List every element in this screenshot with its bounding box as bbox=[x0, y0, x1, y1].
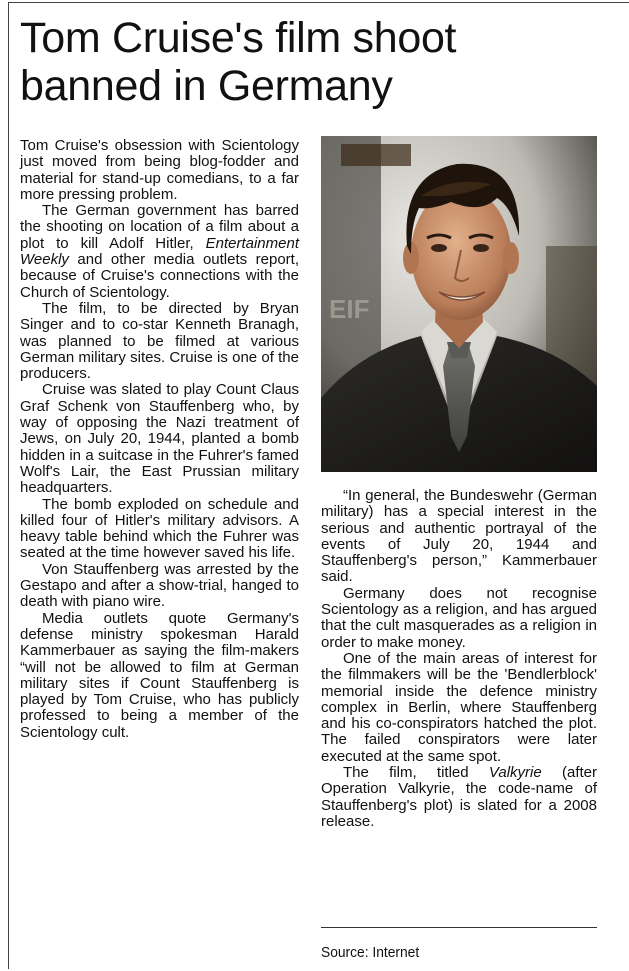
paragraph: Cruise was slated to play Count Claus Graf Schenk von Stauffenberg who, by way of opposing the Nazi treatment of Jews, on July 20, 1944, planted a bomb hidden in a suitcase in the Fuhrer's famed Wolf's Lair, the East Prussian military headquarters. bbox=[20, 381, 299, 497]
paragraph: One of the main areas of interest for the filmmakers will be the 'Bendlerblock' memorial inside the defence ministry complex in Berlin, where Stauffenberg and his co-conspirators hatched the plot. The failed conspirators were later executed at the same spot. bbox=[321, 649, 597, 765]
paragraph: The bomb exploded on schedule and killed four of Hitler's military advisors. A heavy table behind which the Fuhrer was seated at the time however saved his life. bbox=[20, 495, 299, 562]
film-title: Valkyrie bbox=[488, 764, 542, 782]
article-headline bbox=[20, 14, 615, 110]
paragraph: “In general, the Bundeswehr (German military) has a special interest in the serious and authentic portrayal of the events of July 20, 1944 and Stauffenberg's person,” Kammerbauer said. bbox=[321, 487, 597, 586]
publication-name: Entertainment Weekly bbox=[20, 234, 299, 269]
source-credit: Source: Internet bbox=[321, 944, 420, 961]
tom-cruise-photo bbox=[321, 136, 597, 472]
paragraph: Tom Cruise's obsession with Scientology just moved from being blog-fodder and material for stand-up comedians, to a far more pressing problem. bbox=[20, 137, 299, 203]
paragraph: The film, titled Valkyrie (after Operation Valkyrie, the code-name of Stauffenberg's plot) is slated for a 2008 release. bbox=[321, 764, 598, 830]
portrait-photo-icon bbox=[321, 136, 597, 472]
right-column bbox=[321, 488, 597, 830]
paragraph: Von Stauffenberg was arrested by the Gestapo and after a show-trial, hanged to death with piano wire. bbox=[20, 560, 299, 611]
source-rule bbox=[321, 927, 597, 928]
paragraph: The German government has barred the shooting on location of a film about a plot to kill Adolf Hitler, Entertainment Weekly and other media outlets report, because of Cruise's connections with the Church of Scientology. bbox=[20, 202, 299, 301]
svg-text:EIF: EIF bbox=[329, 294, 370, 324]
headline-line-1: Tom Cruise's film shoot bbox=[20, 14, 457, 62]
paragraph: The film, to be directed by Bryan Singer and to co-star Kenneth Branagh, was planned to be filmed at various German military sites. Cruise is one of the producers. bbox=[20, 299, 299, 383]
top-rule bbox=[8, 2, 629, 3]
headline-line-2: banned in Germany bbox=[20, 62, 393, 110]
left-column bbox=[20, 138, 299, 741]
left-rule bbox=[8, 2, 9, 969]
paragraph: Germany does not recognise Scientology as a religion, and has argued that the cult masquerades as a religion in order to make money. bbox=[321, 584, 597, 651]
paragraph: Media outlets quote Germany's defense ministry spokesman Harald Kammerbauer as saying the film-makers “will not be allowed to film at German military sites if Count Stauffenberg is played by Tom Cruise, who has publicly professed to being a member of the Scientology cult. bbox=[20, 609, 299, 741]
